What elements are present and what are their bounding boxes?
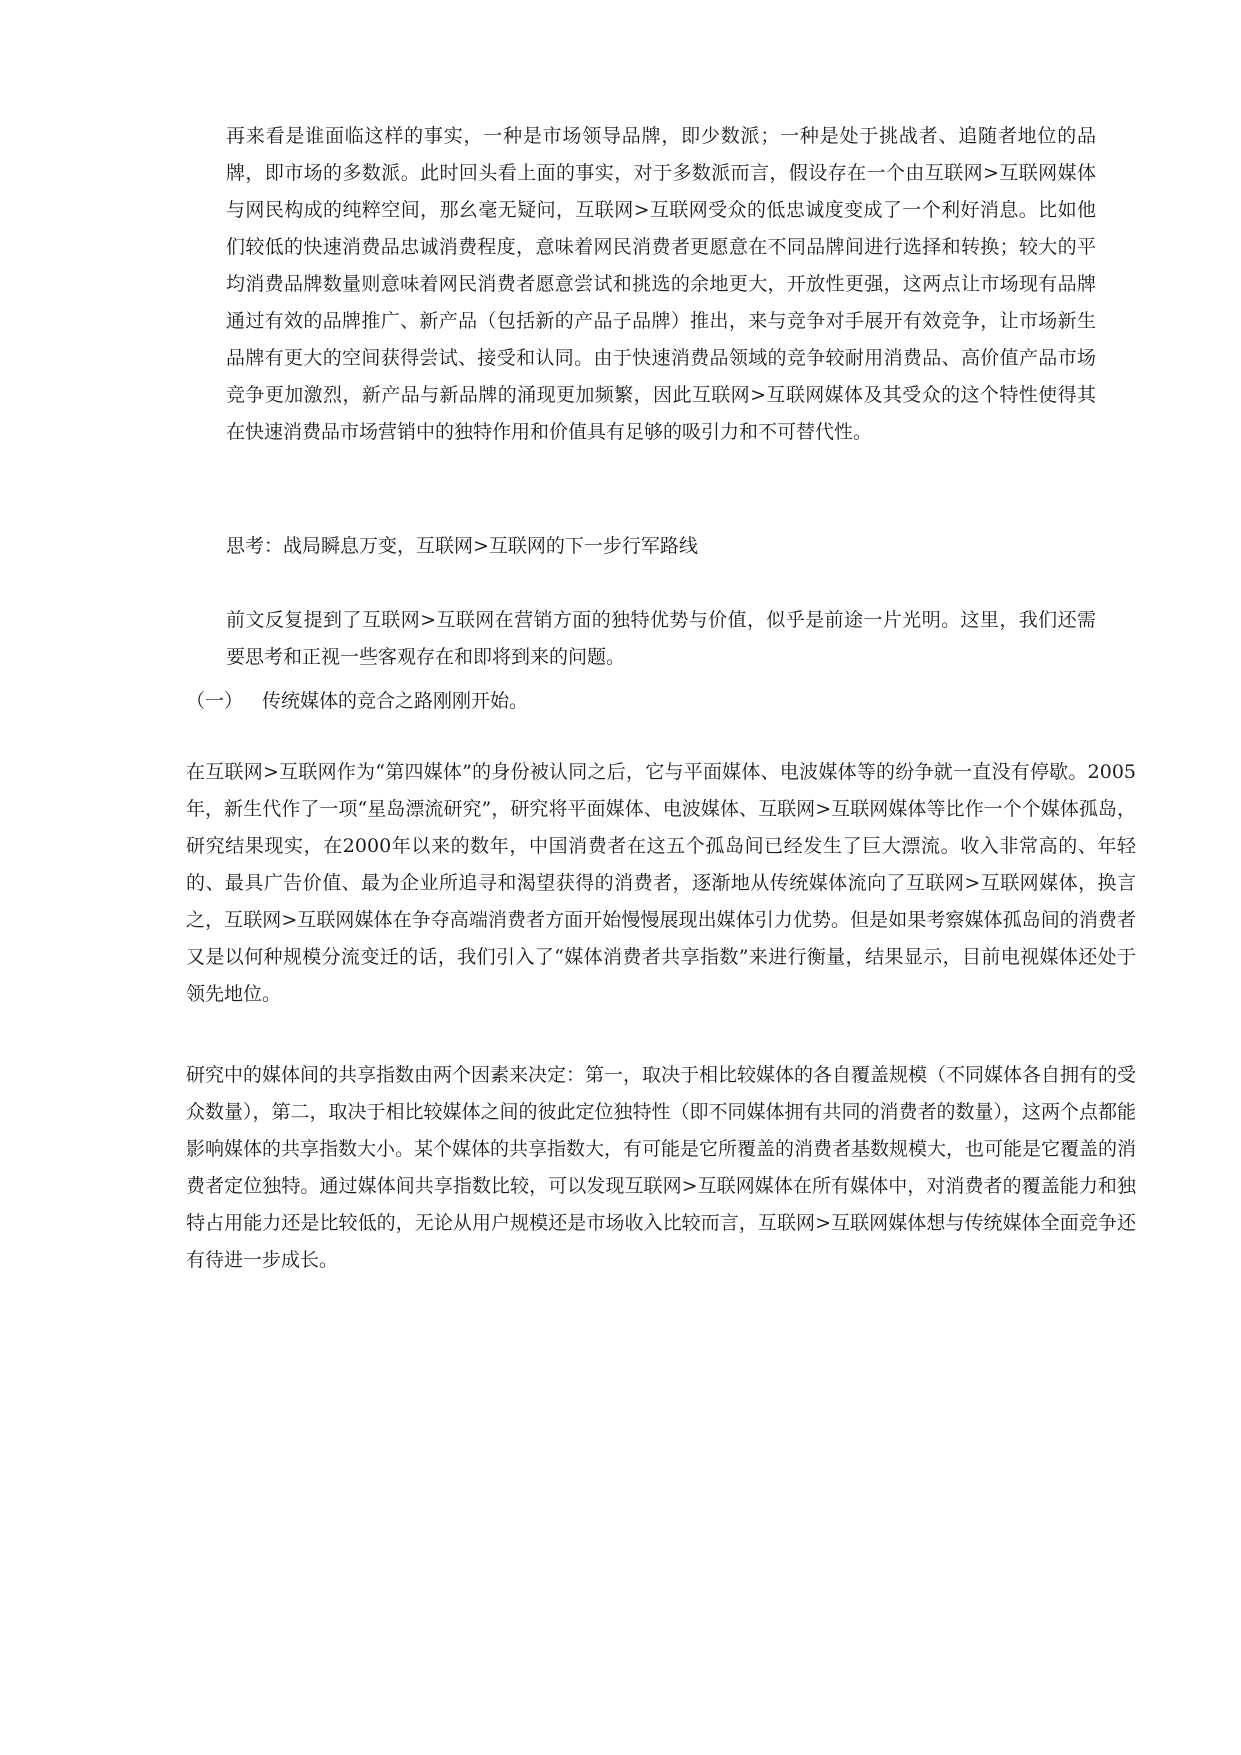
paragraph-intro-problems: 前文反复提到了互联网>互联网在营销方面的独特优势与价值，似乎是前途一片光明。这里，我们还需要思考和正视一些客观存在和即将到来的问题。 xyxy=(226,609,1096,668)
heading-number: （一） xyxy=(186,690,244,712)
paragraph-fourth-media: 在互联网>互联网作为“第四媒体”的身份被认同之后，它与平面媒体、电波媒体等的纷争就一直没有停歇。2005年，新生代作了一项“星岛漂流研究”，研究将平面媒体、电波媒体、互联网>互联网媒体等比作一个个媒体孤岛，研究结果现实，在2000年以来的数年，中国消费者在这五个孤岛间已经发生了巨大漂流。收入非常高的、年轻的、最具广告价值、最为企业所追寻和渴望获得的消费者，逐渐地从传统媒体流向了互联网>互联网媒体，换言之，互联网>互联网媒体在争夺高端消费者方面开始慢慢展现出媒体引力优势。但是如果考察媒体孤岛间的消费者又是以何种规模分流变迁的话，我们引入了“媒体消费者共享指数”来进行衡量，结果显示，目前电视媒体还处于领先地位。 xyxy=(186,761,1136,1005)
section-title-thinking: 思考：战局瞬息万变，互联网>互联网的下一步行军路线 xyxy=(226,535,698,557)
numbered-heading-one xyxy=(186,683,1136,720)
paragraph-market-challengers: 再来看是谁面临这样的事实，一种是市场领导品牌，即少数派；一种是处于挑战者、追随者地位的品牌，即市场的多数派。此时回头看上面的事实，对于多数派而言，假设存在一个由互联网>互联网媒体与网民构成的纯粹空间，那幺毫无疑问，互联网>互联网受众的低忠诚度变成了一个利好消息。比如他们较低的快速消费品忠诚消费程度，意味着网民消费者更愿意在不同品牌间进行选择和转换；较大的平均消费品牌数量则意味着网民消费者愿意尝试和挑选的余地更大，开放性更强，这两点让市场现有品牌通过有效的品牌推广、新产品（包括新的产品子品牌）推出，来与竞争对手展开有效竞争，让市场新生品牌有更大的空间获得尝试、接受和认同。由于快速消费品领域的竞争较耐用消费品、高价值产品市场竞争更加激烈，新产品与新品牌的涌现更加频繁，因此互联网>互联网媒体及其受众的这个特性使得其在快速消费品市场营销中的独特作用和价值具有足够的吸引力和不可替代性。 xyxy=(226,125,1096,443)
paragraph-sharing-index: 研究中的媒体间的共享指数由两个因素来决定：第一，取决于相比较媒体的各自覆盖规模（不同媒体各自拥有的受众数量），第二，取决于相比较媒体之间的彼此定位独特性（即不同媒体拥有共同的消费者的数量），这两个点都能影响媒体的共享指数大小。某个媒体的共享指数大，有可能是它所覆盖的消费者基数规模大，也可能是它覆盖的消费者定位独特。通过媒体间共享指数比较，可以发现互联网>互联网媒体在所有媒体中，对消费者的覆盖能力和独特占用能力还是比较低的，无论从用户规模还是市场收入比较而言，互联网>互联网媒体想与传统媒体全面竞争还有待进一步成长。 xyxy=(186,1064,1137,1271)
heading-text: 传统媒体的竞合之路刚刚开始。 xyxy=(262,690,529,712)
